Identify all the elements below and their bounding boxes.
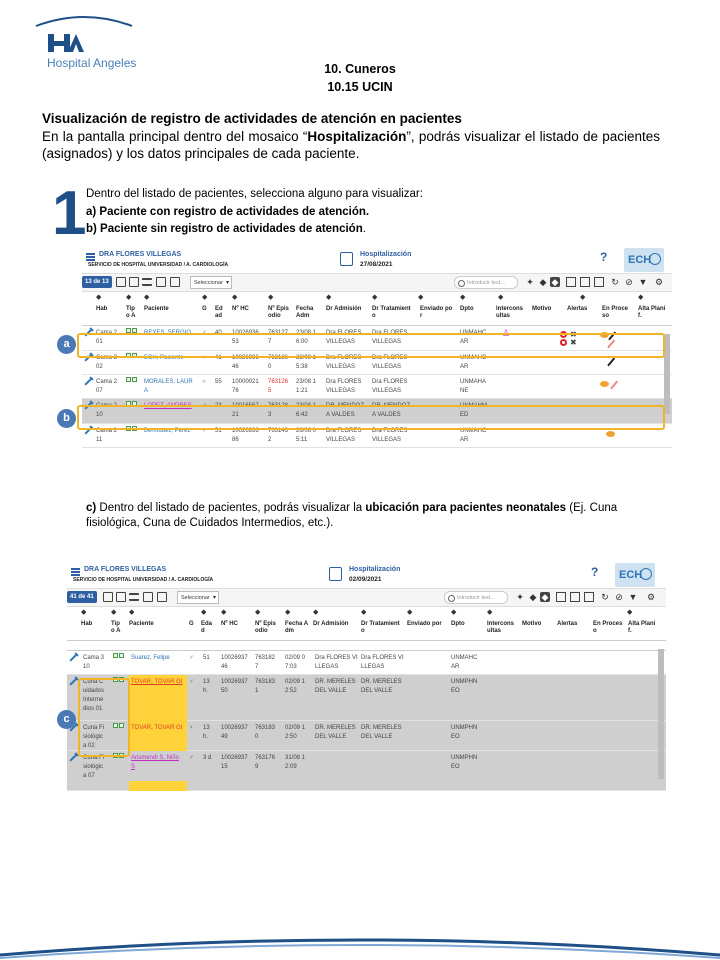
cell-hc: 10026937 46 bbox=[221, 655, 248, 670]
card-view-icon[interactable] bbox=[580, 277, 590, 287]
col-paciente[interactable]: Paciente bbox=[144, 306, 169, 312]
filter-select[interactable]: Seleccionar ▾ bbox=[177, 591, 219, 604]
transfer-icon[interactable] bbox=[157, 592, 167, 602]
type-icon bbox=[126, 377, 138, 386]
edit-icon[interactable] bbox=[69, 754, 76, 761]
col-hab[interactable]: Hab bbox=[81, 621, 93, 627]
cell-paciente[interactable]: TOVAR, TOVAR GI bbox=[131, 679, 183, 685]
col-episodio[interactable]: Nº Epis odio bbox=[268, 306, 289, 319]
col-interconsultas[interactable]: Intercons ultas bbox=[487, 621, 515, 634]
col-g[interactable]: G bbox=[189, 621, 194, 627]
cell-fecha: 23/08 1 1:21 bbox=[296, 379, 317, 394]
cell-dr-admision: Dra FLORES VI LLEGAS bbox=[315, 655, 358, 670]
columns-icon[interactable] bbox=[156, 277, 166, 287]
ech-text: ECH bbox=[619, 569, 643, 581]
cell-hab: Cama 2 02 bbox=[96, 355, 118, 370]
cell-dr-admision: Dra FLORES VILLEGAS bbox=[326, 379, 362, 394]
help-icon[interactable]: ? bbox=[600, 250, 608, 264]
cell-hab: Cuna Fi siológic a 07 bbox=[83, 755, 105, 779]
intro-post: ”, podrás visualizar el listado de pacientes (asignados) y los datos principales de cada paciente. bbox=[42, 129, 660, 161]
step-line-3-end: . bbox=[362, 223, 366, 235]
grid-view-icon[interactable] bbox=[566, 277, 576, 287]
col-alertas[interactable]: Alertas bbox=[567, 306, 588, 312]
col-en-proceso[interactable]: En Proces o bbox=[593, 621, 623, 634]
col-en-proceso[interactable]: En Proce so bbox=[602, 306, 629, 319]
highlight-row-b bbox=[77, 405, 665, 430]
cell-hab: Cuna Fi siológic a 02 bbox=[83, 725, 105, 749]
step-line-2: a) Paciente con registro de actividades de atención. bbox=[86, 206, 370, 218]
intro-paragraph bbox=[42, 128, 660, 162]
step-line-1: Dentro del listado de pacientes, selecciona alguno para visualizar: bbox=[86, 188, 423, 200]
cell-dpto: UNMPHN EO bbox=[451, 755, 478, 770]
menu-icon[interactable] bbox=[86, 253, 95, 261]
cell-fecha: 31/08 1 2:09 bbox=[285, 755, 306, 770]
cell-hc: 10016567 21 bbox=[232, 403, 259, 418]
cell-dr-tratamiento: DR. MERELES DEL VALLE bbox=[361, 725, 402, 740]
col-tipo[interactable]: Tip o A bbox=[126, 306, 136, 319]
hospital-name: Hospital Angeles bbox=[47, 56, 137, 70]
cell-dr-admision: DR. MERELES DEL VALLE bbox=[315, 679, 356, 694]
sort-row: ◆ ◆ ◆ ◆ ◆ ◆ ◆ ◆ ◆ ◆ ◆ ◆ ◆ bbox=[81, 609, 633, 616]
page-heading: Visualización de registro de actividades de atención en pacientes bbox=[42, 111, 462, 126]
tags-icon[interactable]: ◆ bbox=[541, 592, 549, 602]
doctor-name: DRA FLORES VILLEGAS bbox=[99, 251, 182, 258]
ech-logo bbox=[615, 563, 655, 587]
external-link-icon[interactable] bbox=[116, 592, 126, 602]
cell-hc: 10026936 46 bbox=[232, 355, 259, 370]
procedure-icon[interactable] bbox=[607, 357, 615, 366]
pin-icon[interactable]: ✦ bbox=[516, 592, 524, 602]
card-view-icon[interactable] bbox=[570, 592, 580, 602]
settings-icon[interactable]: ⚙ bbox=[646, 592, 656, 602]
columns-icon[interactable] bbox=[143, 592, 153, 602]
type-icon bbox=[113, 653, 125, 662]
tags-icon[interactable]: ◆ bbox=[551, 277, 559, 287]
module-name: Hospitalización bbox=[349, 566, 401, 573]
cell-gender: ♂ bbox=[189, 679, 194, 685]
cell-edad: 41 bbox=[215, 355, 222, 361]
cell-hab: Cama 2 11 bbox=[96, 428, 118, 443]
cell-dr-tratamiento: DR. MENDOZ A VALDES bbox=[372, 403, 410, 418]
step-line-3 bbox=[86, 223, 366, 235]
row-highlight bbox=[129, 781, 187, 791]
transfer-icon[interactable] bbox=[170, 277, 180, 287]
cell-dr-admision: Dra FLORES VILLEGAS bbox=[326, 330, 362, 345]
process-icon[interactable] bbox=[606, 431, 615, 437]
step-c-paragraph bbox=[86, 501, 666, 531]
cell-edad: 51 bbox=[215, 428, 222, 434]
col-dr-admision[interactable]: Dr Admisión bbox=[313, 621, 349, 627]
cell-hc: 10026937 49 bbox=[221, 725, 248, 740]
cell-paciente[interactable]: REYES, SERGIO bbox=[144, 330, 192, 336]
table-row[interactable] bbox=[67, 721, 666, 751]
cell-edad: 13 h. bbox=[203, 725, 210, 740]
col-interconsultas[interactable]: Intercons ultas bbox=[496, 306, 524, 319]
cell-hc: 10026936 86 bbox=[232, 428, 259, 443]
col-alertas[interactable]: Alertas bbox=[557, 621, 578, 627]
highlight-location-c bbox=[78, 678, 130, 757]
col-alta[interactable]: Alta Plani f. bbox=[638, 306, 666, 319]
patient-count-badge: 41 de 41 bbox=[67, 591, 97, 603]
cell-gender: ♂ bbox=[189, 655, 194, 661]
edit-icon[interactable] bbox=[69, 654, 76, 661]
col-fecha[interactable]: Fecha Adm bbox=[296, 306, 314, 319]
search-input[interactable]: Introducir text... bbox=[454, 276, 518, 289]
table-row[interactable] bbox=[82, 375, 672, 399]
cell-episodio: 763183 0 bbox=[255, 725, 276, 740]
calendar-icon bbox=[329, 567, 342, 581]
cell-hab: Cuna C uidados Interme dios 01 bbox=[83, 679, 105, 712]
cell-episodio: 763128 3 bbox=[268, 403, 289, 418]
cell-paciente[interactable]: Bermudez, Perez bbox=[144, 428, 191, 434]
cell-paciente[interactable]: MORALES, LAUR A bbox=[144, 379, 193, 394]
module-date: 27/08/2021 bbox=[360, 261, 393, 268]
cell-gender: ♀ bbox=[189, 725, 194, 731]
col-dpto[interactable]: Dpto bbox=[460, 306, 474, 312]
scrollbar[interactable] bbox=[658, 649, 664, 779]
edit-icon[interactable] bbox=[84, 378, 91, 385]
cell-dpto: UNMAHC AR bbox=[451, 655, 478, 670]
cell-dpto: UNMAHC AR bbox=[460, 428, 487, 443]
col-enviado[interactable]: Enviado po r bbox=[420, 306, 453, 319]
patient-count-badge: 13 de 13 bbox=[82, 276, 112, 288]
list-icon[interactable] bbox=[129, 593, 139, 601]
cell-hab: Cama 2 01 bbox=[96, 330, 118, 345]
cell-gender: ♂ bbox=[202, 330, 207, 336]
cell-gender: ♂ bbox=[202, 428, 207, 434]
cell-edad: 13 h. bbox=[203, 679, 210, 694]
bed-icon[interactable] bbox=[116, 277, 126, 287]
cell-paciente[interactable]: TOVAR, TOVAR GI bbox=[131, 725, 183, 731]
procedure-icon[interactable] bbox=[610, 380, 618, 389]
service-name: SERVICIO DE HOSPITAL UNIVERSIDAD / A. CARDIOLOGÍA bbox=[88, 262, 229, 268]
col-edad[interactable]: Eda d bbox=[201, 621, 213, 634]
toolbar bbox=[67, 589, 666, 607]
tag-icon[interactable]: ◆ bbox=[529, 592, 537, 602]
cell-edad: 51 bbox=[203, 655, 210, 661]
cell-fecha: 23/08 1 5:38 bbox=[296, 355, 317, 370]
cell-episodio: 763126 5 bbox=[268, 379, 289, 394]
highlight-row-a bbox=[77, 333, 665, 358]
intro-bold: Hospitalización bbox=[307, 129, 407, 144]
globe-icon bbox=[640, 568, 652, 580]
tag-icon[interactable]: ◆ bbox=[539, 277, 547, 287]
cell-paciente[interactable]: Arismendi S, Niño S bbox=[131, 755, 180, 770]
table-row[interactable] bbox=[67, 751, 666, 791]
cell-dpto: UNMAHA NE bbox=[460, 379, 487, 394]
cell-paciente[interactable]: ECH, Paciente bbox=[144, 355, 184, 361]
cell-dr-tratamiento: Dra FLORES VI LLEGAS bbox=[361, 655, 404, 670]
cell-dr-tratamiento: Dra FLORES VILLEGAS bbox=[372, 330, 408, 345]
cell-dr-tratamiento: Dra FLORES VILLEGAS bbox=[372, 379, 408, 394]
cell-dpto: UNMPHN EO bbox=[451, 725, 478, 740]
pin-icon[interactable]: ✦ bbox=[526, 277, 534, 287]
module-date: 02/09/2021 bbox=[349, 576, 382, 583]
external-link-icon[interactable] bbox=[129, 277, 139, 287]
cell-dr-admision: Dra FLORES VILLEGAS bbox=[326, 428, 362, 443]
doctor-name: DRA FLORES VILLEGAS bbox=[84, 566, 167, 573]
cell-dpto: UNMAHM ED bbox=[460, 403, 487, 418]
cell-dr-tratamiento: Dra FLORES VILLEGAS bbox=[372, 355, 408, 370]
panel-header bbox=[82, 248, 672, 274]
step-number: 1 bbox=[52, 179, 85, 248]
cell-fecha: 26/08 0 5:11 bbox=[296, 428, 317, 443]
marker-a: a bbox=[57, 335, 76, 354]
filter-select[interactable]: Seleccionar ▾ bbox=[190, 276, 232, 289]
cell-gender: ♂ bbox=[202, 403, 207, 409]
cell-hc: 10000021 76 bbox=[232, 379, 259, 394]
cell-dpto: UNMAHC AR bbox=[460, 355, 487, 370]
table-header bbox=[82, 304, 672, 326]
step-c-prefix: c) bbox=[86, 502, 97, 514]
cell-fecha: 23/08 1 6:42 bbox=[296, 403, 317, 418]
cell-dpto: UNMPHN EO bbox=[451, 679, 478, 694]
cell-episodio: 763182 7 bbox=[255, 655, 276, 670]
marker-b: b bbox=[57, 409, 76, 428]
cell-edad: 3 d bbox=[203, 755, 212, 761]
cell-dr-admision: DR. MENDOZ A VALDES bbox=[326, 403, 364, 418]
service-name: SERVICIO DE HOSPITAL UNIVERSIDAD / A. CARDIOLOGÍA bbox=[73, 577, 214, 583]
col-dr-tratamiento[interactable]: Dr Tratamient o bbox=[372, 306, 411, 319]
cell-fecha: 23/08 1 6:00 bbox=[296, 330, 317, 345]
cell-episodio: 763143 2 bbox=[268, 428, 289, 443]
step-line-3-bold: b) Paciente sin registro de actividades de atención bbox=[86, 223, 363, 235]
toolbar bbox=[82, 274, 672, 292]
step-c-bold: ubicación para pacientes neonatales bbox=[365, 502, 567, 514]
col-edad[interactable]: Ed ad bbox=[215, 306, 223, 319]
cell-dpto: UNMAHC AR bbox=[460, 330, 487, 345]
step-c-pre: Dentro del listado de pacientes, podrás visualizar la bbox=[96, 502, 366, 514]
col-enviado[interactable]: Enviado por bbox=[407, 621, 442, 627]
col-alta[interactable]: Alta Plani f. bbox=[628, 621, 656, 634]
filter-icon[interactable]: ▼ bbox=[628, 592, 638, 602]
section-subtitle: 10.15 UCIN bbox=[327, 80, 393, 94]
panel-header bbox=[67, 563, 666, 589]
block-icon[interactable]: ⊘ bbox=[625, 277, 633, 287]
edit-icon[interactable] bbox=[69, 678, 76, 685]
block-icon[interactable]: ⊘ bbox=[615, 592, 623, 602]
process-icon[interactable] bbox=[600, 381, 609, 387]
consult-icon[interactable]: ♙ bbox=[502, 328, 511, 338]
col-motivo[interactable]: Motivo bbox=[532, 306, 552, 312]
cell-dr-tratamiento: Dra FLORES VILLEGAS bbox=[372, 428, 408, 443]
tools-icon[interactable]: ✖ bbox=[570, 338, 577, 347]
patient-list-panel-2 bbox=[67, 563, 666, 791]
col-dr-tratamiento[interactable]: Dr Tratamient o bbox=[361, 621, 400, 634]
grid-view-icon[interactable] bbox=[556, 592, 566, 602]
col-tipo[interactable]: Tip o A bbox=[111, 621, 121, 634]
filter-icon[interactable]: ▼ bbox=[638, 277, 648, 287]
intro-pre: En la pantalla principal dentro del mosaico “ bbox=[42, 129, 308, 144]
table-header bbox=[67, 619, 666, 641]
cell-episodio: 763127 7 bbox=[268, 330, 289, 345]
col-episodio[interactable]: Nº Epis odio bbox=[255, 621, 276, 634]
cell-gender: ♂ bbox=[202, 355, 207, 361]
cell-hc: 10026937 50 bbox=[221, 679, 248, 694]
cell-hc: 10026936 53 bbox=[232, 330, 259, 345]
cell-edad: 55 bbox=[215, 379, 222, 385]
print-icon[interactable] bbox=[584, 592, 594, 602]
marker-c: c bbox=[57, 710, 76, 729]
cell-fecha: 02/09 0 7:03 bbox=[285, 655, 306, 670]
col-paciente[interactable]: Paciente bbox=[129, 621, 154, 627]
refresh-icon[interactable]: ↻ bbox=[611, 277, 619, 287]
cell-hab: Cama 2 10 bbox=[96, 403, 118, 418]
calendar-icon bbox=[340, 252, 353, 266]
cell-fecha: 02/09 1 2:50 bbox=[285, 725, 306, 740]
col-g[interactable]: G bbox=[202, 306, 207, 312]
tools-icon[interactable]: ✖ bbox=[570, 330, 577, 339]
col-hc[interactable]: Nº HC bbox=[232, 306, 249, 312]
settings-icon[interactable]: ⚙ bbox=[654, 277, 664, 287]
bed-icon[interactable] bbox=[103, 592, 113, 602]
globe-icon bbox=[649, 253, 661, 265]
cell-edad: 23 bbox=[215, 403, 222, 409]
menu-icon[interactable] bbox=[71, 568, 80, 576]
cell-paciente[interactable]: LOPEZ, ANDRES bbox=[144, 403, 192, 409]
table-row[interactable] bbox=[67, 675, 666, 721]
help-icon[interactable]: ? bbox=[591, 565, 599, 579]
footer-wave bbox=[0, 920, 720, 960]
col-fecha[interactable]: Fecha A dm bbox=[285, 621, 309, 634]
cell-dr-admision: DR. MERELES DEL VALLE bbox=[315, 725, 356, 740]
step-c-post: (Ej. Cuna fisiológica, Cuna de Cuidados Intermedios, etc.). bbox=[86, 502, 618, 529]
col-dr-admision[interactable]: Dr Admisión bbox=[326, 306, 362, 312]
section-number: 10. Cuneros bbox=[324, 62, 396, 76]
col-hab[interactable]: Hab bbox=[96, 306, 108, 312]
module-name: Hospitalización bbox=[360, 251, 412, 258]
cell-hab: Cama 2 07 bbox=[96, 379, 118, 394]
ech-text: ECH bbox=[628, 254, 652, 266]
cell-gender: ○ bbox=[202, 379, 206, 385]
cell-dr-admision: Dra FLORES VILLEGAS bbox=[326, 355, 362, 370]
cell-episodio: 763126 0 bbox=[268, 355, 289, 370]
sort-row: ◆ ◆ ◆ ◆ ◆ ◆ ◆ ◆ ◆ ◆ ◆ ◆ ◆ bbox=[96, 294, 644, 301]
refresh-icon[interactable]: ↻ bbox=[601, 592, 609, 602]
cell-hab: Cama 3 10 bbox=[83, 655, 105, 670]
spacer bbox=[67, 641, 666, 651]
cell-dr-tratamiento: DR. MERELES DEL VALLE bbox=[361, 679, 402, 694]
table-row[interactable] bbox=[67, 651, 666, 675]
search-input[interactable]: Introducir text... bbox=[444, 591, 508, 604]
cell-hc: 10026937 15 bbox=[221, 755, 248, 770]
cell-edad: 40 bbox=[215, 330, 222, 336]
cell-fecha: 02/09 1 2:52 bbox=[285, 679, 306, 694]
ech-logo bbox=[624, 248, 664, 272]
col-motivo[interactable]: Motivo bbox=[522, 621, 542, 627]
col-hc[interactable]: Nº HC bbox=[221, 621, 238, 627]
cell-paciente[interactable]: Suarez, Felipe bbox=[131, 655, 170, 661]
col-dpto[interactable]: Dpto bbox=[451, 621, 465, 627]
cell-episodio: 763183 1 bbox=[255, 679, 276, 694]
list-icon[interactable] bbox=[142, 278, 152, 286]
cell-episodio: 763176 9 bbox=[255, 755, 276, 770]
cell-gender: ♂ bbox=[189, 755, 194, 761]
print-icon[interactable] bbox=[594, 277, 604, 287]
